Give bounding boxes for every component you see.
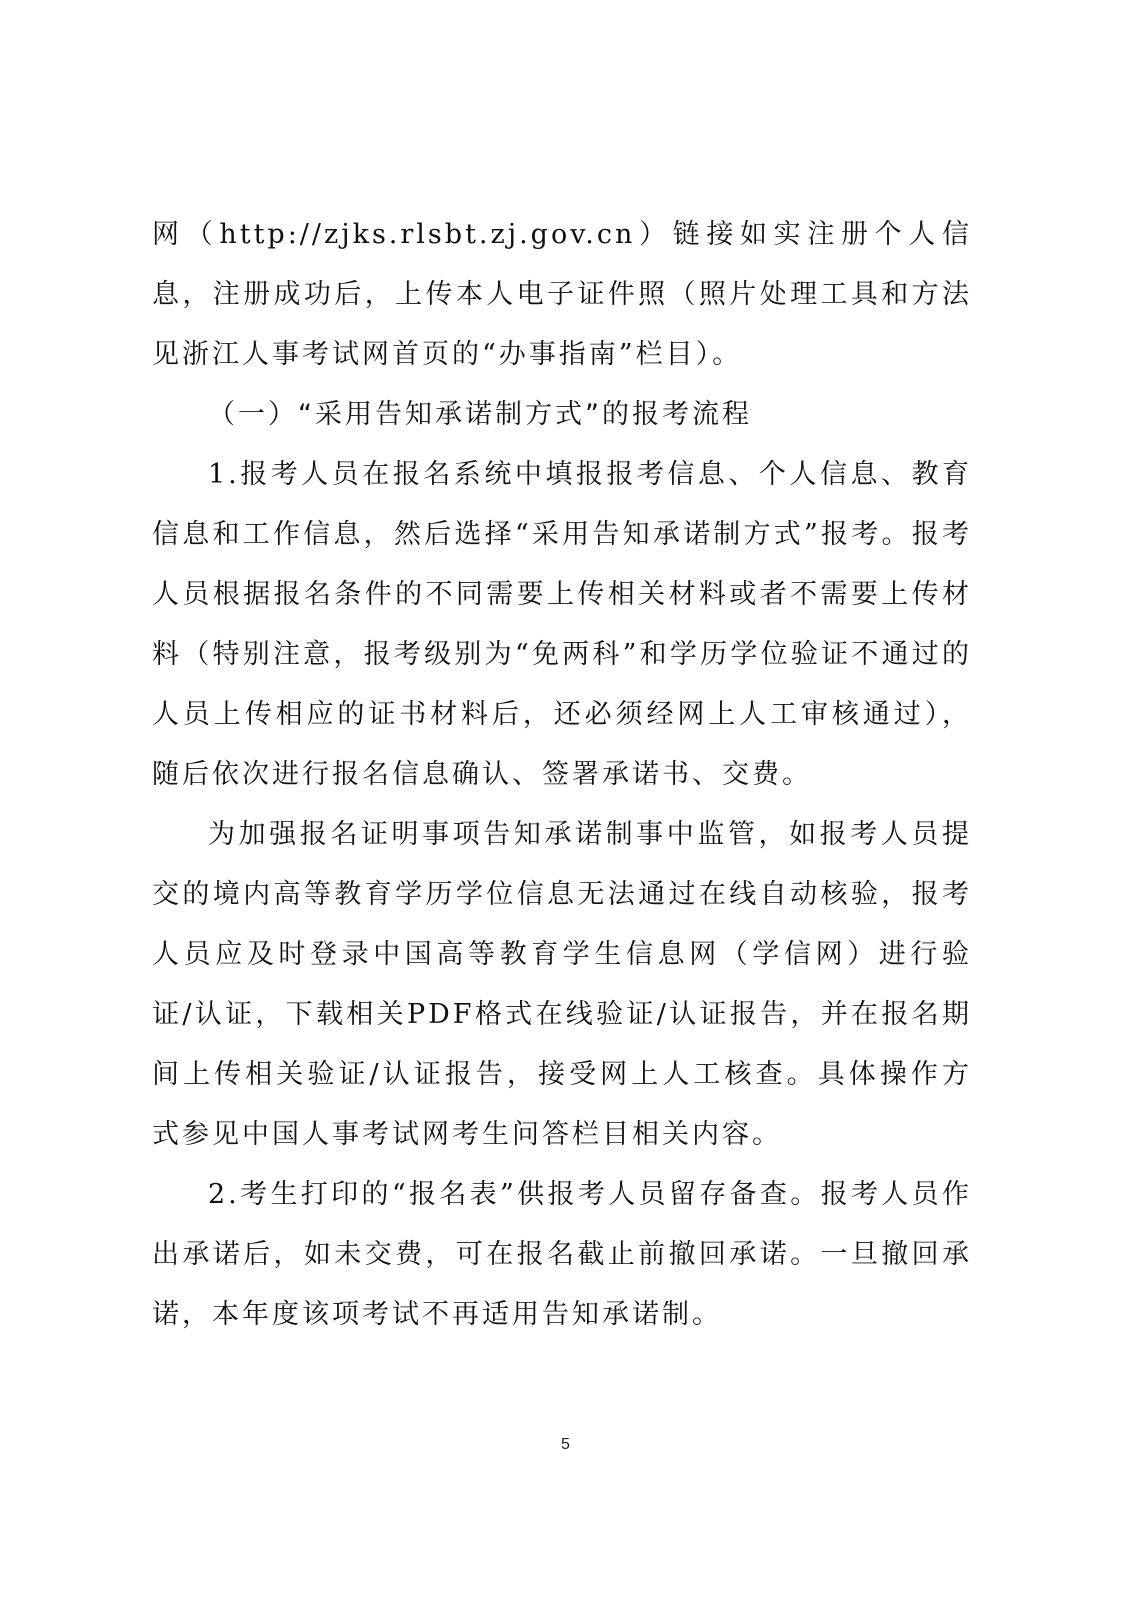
paragraph-step-2: 2.考生打印的“报名表”供报考人员留存备查。报考人员作出承诺后，如未交费，可在报名截止前撤回承诺。一旦撤回承诺，本年度该项考试不再适用告知承诺制。 (152, 1179, 972, 1330)
section-heading-commitment-process: （一）“采用告知承诺制方式”的报考流程 (208, 399, 752, 430)
document-body (152, 205, 972, 1345)
page-number: 5 (561, 1436, 570, 1453)
paragraph-supervision: 为加强报名证明事项告知承诺制事中监管，如报考人员提交的境内高等教育学历学位信息无法通过在线自动核验，报考人员应及时登录中国高等教育学生信息网（学信网）进行验证/认证，下载相关PDF格式在线验证/认证报告，并在报名期间上传相关验证/认证报告，接受网上人工核查。具体操作方式参见中国人事考试网考生问答栏目相关内容。 (152, 819, 972, 1150)
paragraph-registration-continuation: 网（http://zjks.rlsbt.zj.gov.cn）链接如实注册个人信息，注册成功后，上传本人电子证件照（照片处理工具和方法见浙江人事考试网首页的“办事指南”栏目）。 (152, 219, 972, 370)
paragraph-step-1: 1.报考人员在报名系统中填报报考信息、个人信息、教育信息和工作信息，然后选择“采用告知承诺制方式”报考。报考人员根据报名条件的不同需要上传相关材料或者不需要上传材料（特别注意，报考级别为“免两科”和学历学位验证不通过的人员上传相应的证书材料后，还必须经网上人工审核通过），随后依次进行报名信息确认、签署承诺书、交费。 (152, 459, 972, 790)
